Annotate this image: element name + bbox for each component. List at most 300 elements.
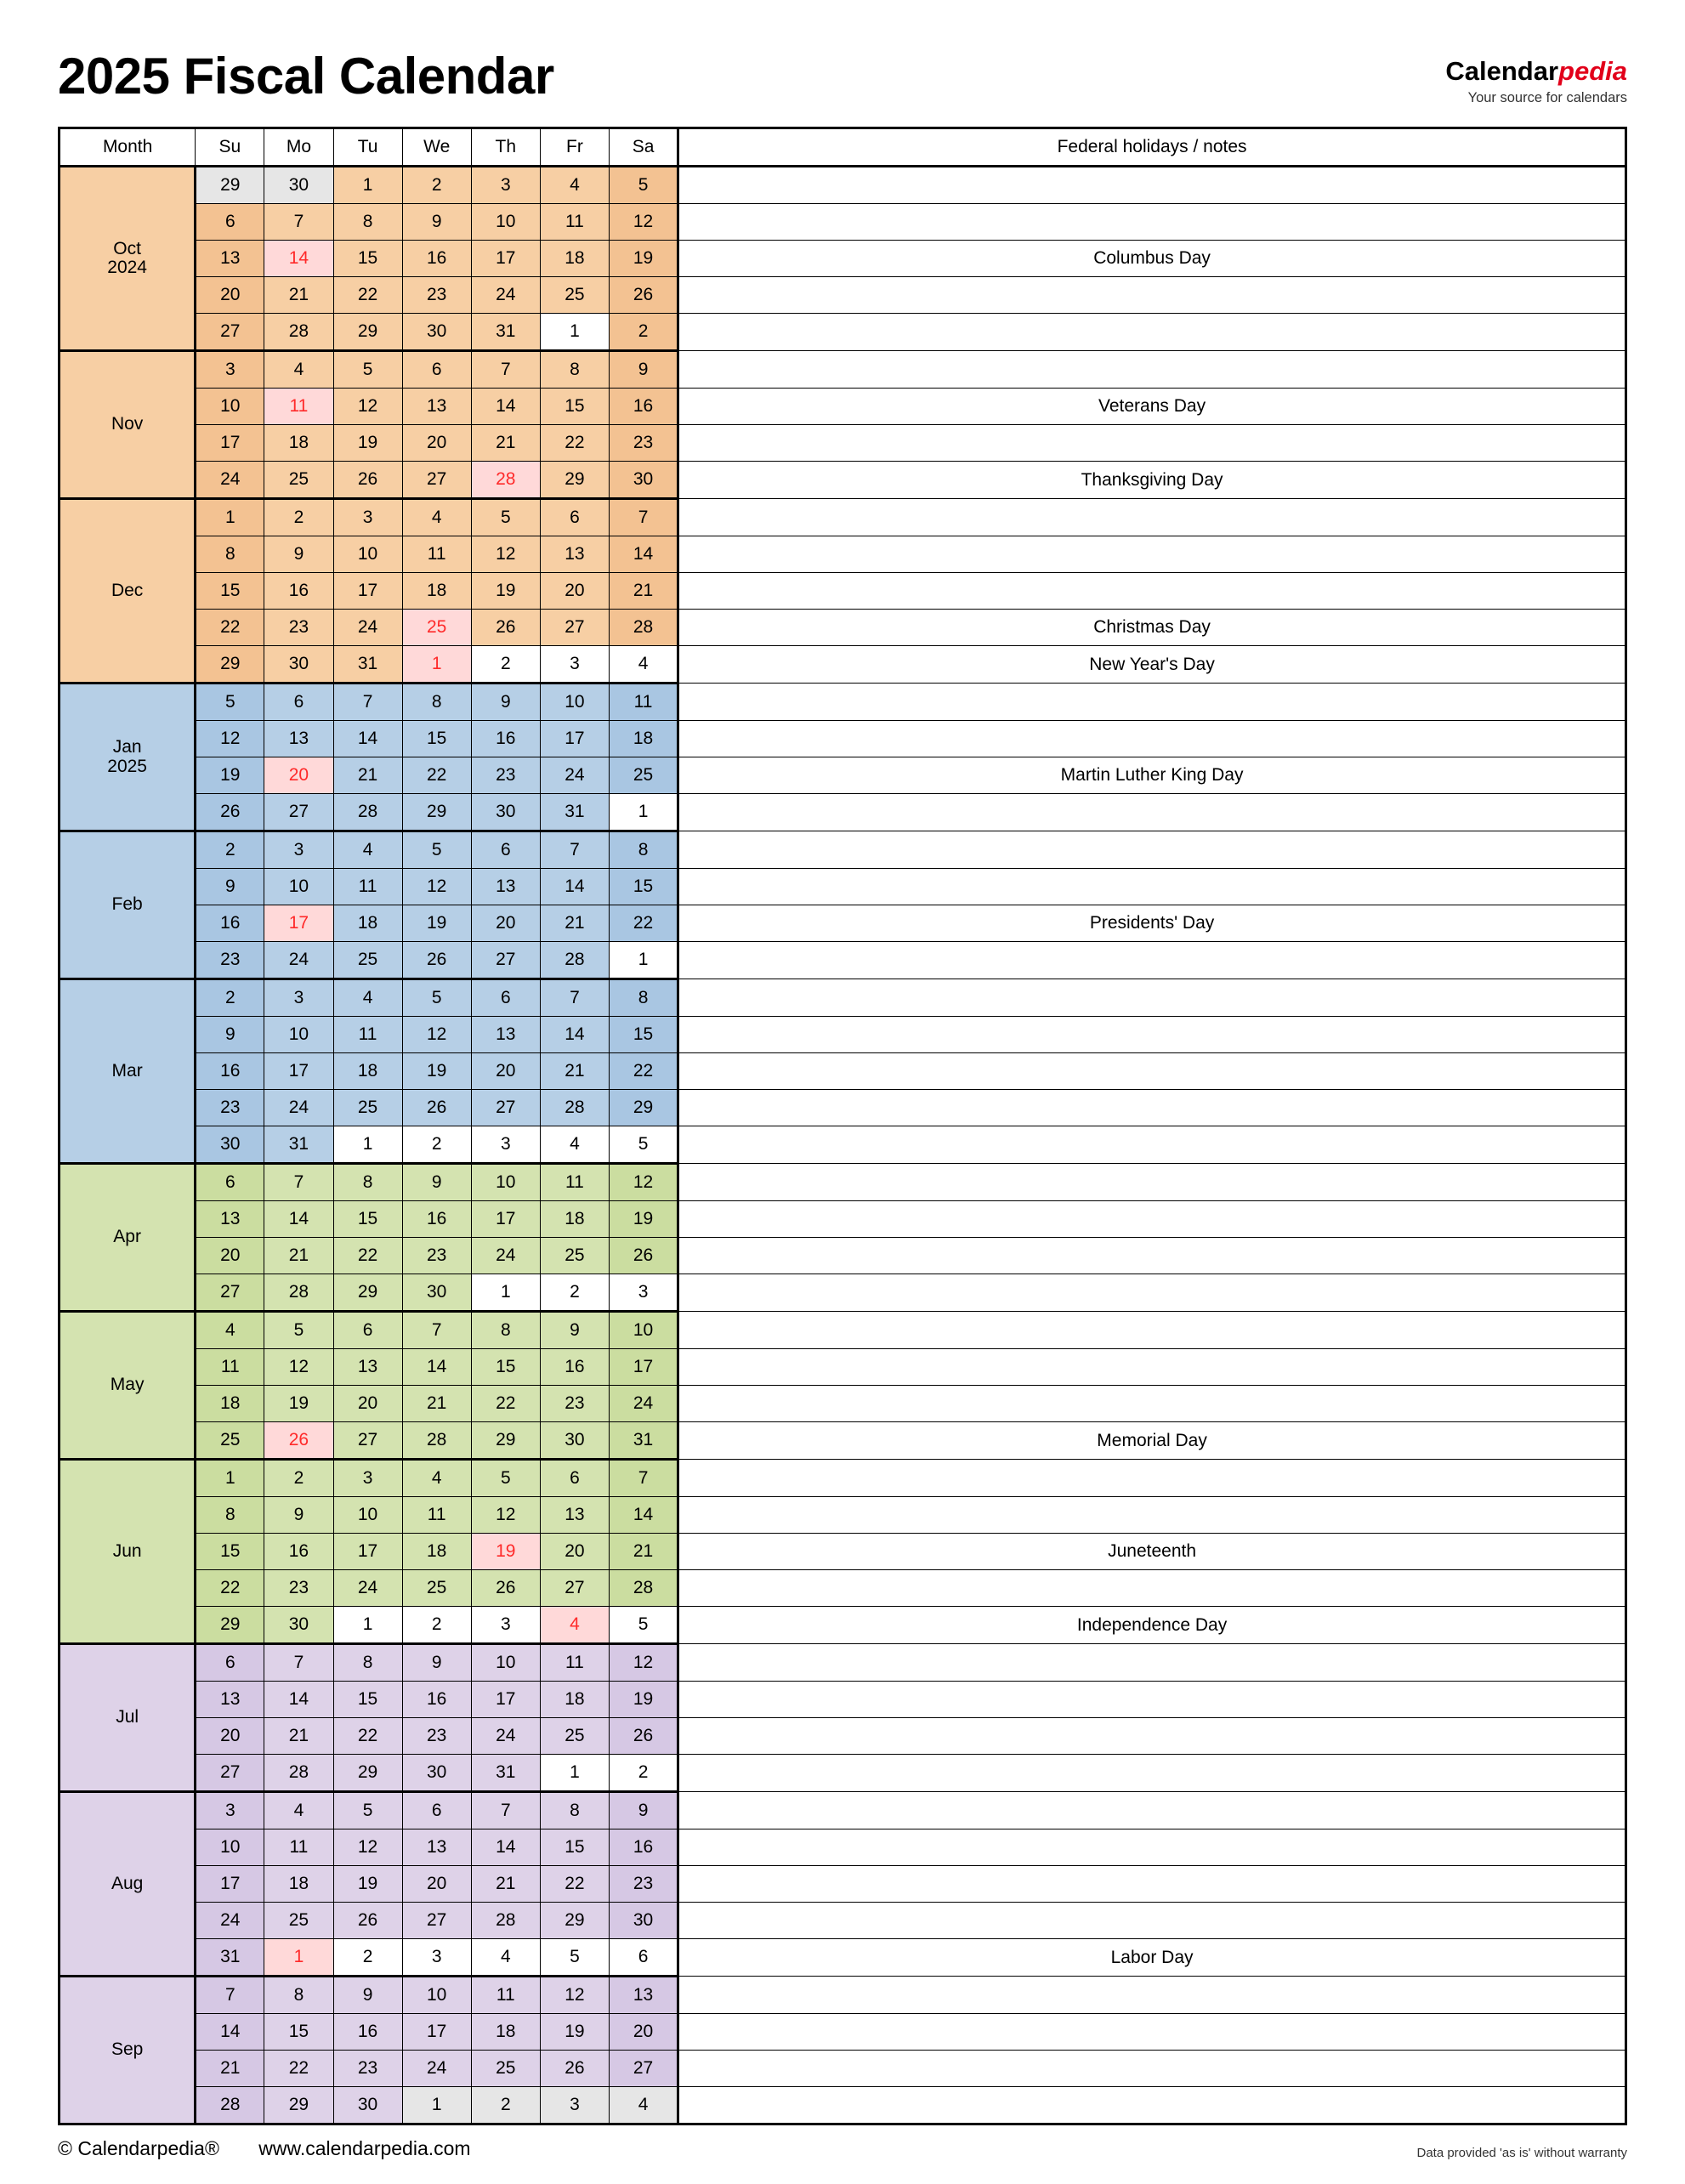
- day-cell: 14: [471, 389, 540, 425]
- day-cell: 23: [333, 2051, 402, 2087]
- day-cell: 11: [540, 1164, 609, 1201]
- day-cell: 15: [610, 1017, 678, 1053]
- day-cell: 18: [540, 1682, 609, 1718]
- day-cell: 23: [610, 425, 678, 462]
- day-cell: 20: [610, 2014, 678, 2051]
- day-cell: 15: [402, 721, 471, 757]
- holiday-note: [678, 1829, 1626, 1866]
- day-cell: 13: [196, 1682, 264, 1718]
- day-cell: 2: [471, 2087, 540, 2124]
- holiday-note: [678, 1497, 1626, 1534]
- day-cell: 18: [333, 1053, 402, 1090]
- calendar-body: [60, 167, 1626, 2124]
- day-cell: 14: [333, 721, 402, 757]
- day-cell: 21: [471, 1866, 540, 1903]
- day-cell: 4: [402, 499, 471, 536]
- table-row: [60, 869, 1626, 905]
- day-cell: 27: [471, 1090, 540, 1126]
- day-cell: 11: [402, 536, 471, 573]
- day-cell: 21: [264, 1718, 333, 1755]
- holiday-note: [678, 351, 1626, 389]
- holiday-note: [678, 167, 1626, 204]
- holiday-note: [678, 979, 1626, 1017]
- brand-accent: pedia: [1558, 56, 1627, 86]
- holiday-note: [678, 314, 1626, 351]
- day-cell: 24: [471, 277, 540, 314]
- day-cell: 21: [471, 425, 540, 462]
- day-cell: 12: [610, 1644, 678, 1682]
- day-cell: 11: [196, 1349, 264, 1386]
- day-cell: 24: [264, 1090, 333, 1126]
- day-cell: 6: [471, 979, 540, 1017]
- holiday-note: [678, 1570, 1626, 1607]
- day-cell: 30: [264, 1607, 333, 1644]
- day-cell: 20: [471, 1053, 540, 1090]
- day-cell: 16: [402, 241, 471, 277]
- day-cell: 25: [264, 462, 333, 499]
- day-cell: 12: [333, 389, 402, 425]
- day-cell: 18: [333, 905, 402, 942]
- day-cell: 11: [264, 389, 333, 425]
- day-cell: 24: [264, 942, 333, 979]
- day-cell: 27: [540, 1570, 609, 1607]
- day-cell: 23: [402, 277, 471, 314]
- day-cell: 21: [264, 1238, 333, 1274]
- day-cell: 22: [333, 277, 402, 314]
- day-cell: 13: [402, 1829, 471, 1866]
- holiday-note: [678, 831, 1626, 869]
- table-row: [60, 1017, 1626, 1053]
- footer-disclaimer: Data provided 'as is' without warranty: [1416, 2146, 1627, 2160]
- day-cell: 28: [540, 942, 609, 979]
- day-cell: 6: [540, 1460, 609, 1497]
- day-cell: 13: [333, 1349, 402, 1386]
- day-cell: 13: [196, 1201, 264, 1238]
- day-cell: 25: [471, 2051, 540, 2087]
- day-cell: 5: [196, 684, 264, 721]
- day-cell: 8: [471, 1312, 540, 1349]
- day-cell: 18: [540, 1201, 609, 1238]
- holiday-note: [678, 1090, 1626, 1126]
- holiday-note: [678, 684, 1626, 721]
- day-cell: 27: [402, 462, 471, 499]
- day-cell: 19: [610, 1682, 678, 1718]
- day-cell: 29: [333, 1274, 402, 1312]
- day-cell: 4: [402, 1460, 471, 1497]
- day-cell: 7: [264, 1164, 333, 1201]
- day-cell: 27: [471, 942, 540, 979]
- day-cell: 22: [264, 2051, 333, 2087]
- day-cell: 13: [264, 721, 333, 757]
- day-cell: 6: [402, 1792, 471, 1829]
- holiday-note: [678, 1792, 1626, 1829]
- day-cell: 23: [196, 942, 264, 979]
- day-cell: 27: [333, 1422, 402, 1460]
- day-cell: 12: [264, 1349, 333, 1386]
- holiday-note: [678, 942, 1626, 979]
- day-cell: 17: [610, 1349, 678, 1386]
- day-cell: 4: [610, 646, 678, 684]
- day-cell: 19: [333, 425, 402, 462]
- day-cell: 26: [264, 1422, 333, 1460]
- day-cell: 21: [540, 905, 609, 942]
- day-cell: 6: [196, 1164, 264, 1201]
- day-cell: 16: [196, 905, 264, 942]
- day-cell: 12: [333, 1829, 402, 1866]
- day-cell: 18: [402, 1534, 471, 1570]
- day-cell: 1: [610, 794, 678, 831]
- month-label-jan: [60, 684, 196, 831]
- day-cell: 2: [610, 1755, 678, 1792]
- day-cell: 23: [540, 1386, 609, 1422]
- day-cell: 15: [196, 1534, 264, 1570]
- month-name: Dec: [111, 580, 144, 600]
- table-row: [60, 1534, 1626, 1570]
- day-cell: 24: [402, 2051, 471, 2087]
- day-cell: 20: [333, 1386, 402, 1422]
- table-row: [60, 646, 1626, 684]
- day-cell: 17: [471, 1682, 540, 1718]
- month-label-jun: [60, 1460, 196, 1644]
- day-cell: 25: [402, 610, 471, 646]
- day-cell: 20: [540, 573, 609, 610]
- month-name: Jan: [112, 737, 142, 757]
- day-cell: 27: [402, 1903, 471, 1939]
- day-cell: 11: [264, 1829, 333, 1866]
- day-cell: 16: [333, 2014, 402, 2051]
- day-cell: 4: [333, 979, 402, 1017]
- month-name: Oct: [113, 238, 141, 258]
- day-cell: 25: [610, 757, 678, 794]
- table-row: [60, 1312, 1626, 1349]
- table-row: [60, 1718, 1626, 1755]
- day-cell: 13: [196, 241, 264, 277]
- day-cell: 9: [402, 1644, 471, 1682]
- day-cell: 22: [610, 905, 678, 942]
- day-cell: 1: [333, 1126, 402, 1164]
- day-cell: 17: [196, 1866, 264, 1903]
- day-cell: 10: [471, 1644, 540, 1682]
- holiday-note: [678, 1903, 1626, 1939]
- day-cell: 28: [402, 1422, 471, 1460]
- holiday-note: Columbus Day: [678, 241, 1626, 277]
- day-cell: 2: [333, 1939, 402, 1977]
- table-row: [60, 610, 1626, 646]
- holiday-note: [678, 1126, 1626, 1164]
- table-row: [60, 757, 1626, 794]
- day-cell: 3: [471, 1126, 540, 1164]
- day-cell: 13: [471, 1017, 540, 1053]
- day-cell: 8: [264, 1977, 333, 2014]
- copyright-text: © Calendarpedia®: [58, 2137, 219, 2159]
- day-cell: 6: [196, 1644, 264, 1682]
- day-cell: 26: [196, 794, 264, 831]
- day-cell: 1: [610, 942, 678, 979]
- day-cell: 30: [402, 314, 471, 351]
- day-cell: 10: [402, 1977, 471, 2014]
- table-row: [60, 831, 1626, 869]
- holiday-note: [678, 425, 1626, 462]
- day-cell: 9: [196, 1017, 264, 1053]
- day-cell: 22: [540, 1866, 609, 1903]
- holiday-note: [678, 1274, 1626, 1312]
- day-cell: 22: [471, 1386, 540, 1422]
- table-header-row: [60, 128, 1626, 167]
- holiday-note: Labor Day: [678, 1939, 1626, 1977]
- day-cell: 7: [402, 1312, 471, 1349]
- table-row: [60, 2014, 1626, 2051]
- holiday-note: [678, 1977, 1626, 2014]
- page-title: 2025 Fiscal Calendar: [58, 48, 554, 105]
- holiday-note: New Year's Day: [678, 646, 1626, 684]
- day-cell: 3: [471, 1607, 540, 1644]
- month-year: 2025: [107, 756, 147, 776]
- day-cell: 9: [471, 684, 540, 721]
- day-cell: 25: [333, 942, 402, 979]
- column-header-notes: Federal holidays / notes: [678, 128, 1626, 167]
- day-cell: 30: [471, 794, 540, 831]
- table-row: [60, 425, 1626, 462]
- day-cell: 10: [540, 684, 609, 721]
- day-cell: 12: [610, 204, 678, 241]
- day-cell: 13: [471, 869, 540, 905]
- day-cell: 11: [610, 684, 678, 721]
- day-cell: 14: [196, 2014, 264, 2051]
- day-cell: 14: [610, 1497, 678, 1534]
- day-cell: 15: [540, 1829, 609, 1866]
- table-row: [60, 1755, 1626, 1792]
- month-label-feb: [60, 831, 196, 979]
- day-cell: 5: [402, 979, 471, 1017]
- day-cell: 31: [264, 1126, 333, 1164]
- table-row: [60, 351, 1626, 389]
- day-cell: 27: [196, 1274, 264, 1312]
- column-header-day-sa: Sa: [610, 128, 678, 167]
- day-cell: 12: [540, 1977, 609, 2014]
- holiday-note: [678, 2014, 1626, 2051]
- day-cell: 2: [196, 831, 264, 869]
- month-label-mar: [60, 979, 196, 1164]
- day-cell: 18: [264, 1866, 333, 1903]
- day-cell: 30: [402, 1274, 471, 1312]
- month-label-jul: [60, 1644, 196, 1792]
- month-label-apr: [60, 1164, 196, 1312]
- holiday-note: Christmas Day: [678, 610, 1626, 646]
- day-cell: 8: [402, 684, 471, 721]
- day-cell: 19: [471, 573, 540, 610]
- day-cell: 24: [610, 1386, 678, 1422]
- day-cell: 28: [540, 1090, 609, 1126]
- day-cell: 8: [333, 1164, 402, 1201]
- footer-url[interactable]: www.calendarpedia.com: [258, 2137, 471, 2159]
- month-label-nov: [60, 351, 196, 499]
- day-cell: 23: [264, 610, 333, 646]
- day-cell: 9: [610, 351, 678, 389]
- table-row: [60, 1422, 1626, 1460]
- month-label-aug: [60, 1792, 196, 1977]
- day-cell: 29: [333, 314, 402, 351]
- day-cell: 11: [540, 1644, 609, 1682]
- month-label-sep: [60, 1977, 196, 2124]
- day-cell: 29: [540, 1903, 609, 1939]
- column-header-day-th: Th: [471, 128, 540, 167]
- day-cell: 13: [540, 1497, 609, 1534]
- day-cell: 29: [402, 794, 471, 831]
- day-cell: 12: [402, 1017, 471, 1053]
- day-cell: 22: [333, 1718, 402, 1755]
- brand-tagline: Your source for calendars: [1467, 90, 1627, 105]
- table-row: [60, 1977, 1626, 2014]
- day-cell: 5: [264, 1312, 333, 1349]
- day-cell: 8: [333, 204, 402, 241]
- day-cell: 20: [264, 757, 333, 794]
- day-cell: 15: [471, 1349, 540, 1386]
- day-cell: 31: [333, 646, 402, 684]
- day-cell: 23: [402, 1718, 471, 1755]
- day-cell: 15: [196, 573, 264, 610]
- day-cell: 30: [540, 1422, 609, 1460]
- day-cell: 8: [540, 351, 609, 389]
- day-cell: 5: [471, 499, 540, 536]
- day-cell: 23: [610, 1866, 678, 1903]
- table-row: [60, 241, 1626, 277]
- footer-copyright-block: [58, 2137, 471, 2160]
- holiday-note: [678, 1460, 1626, 1497]
- day-cell: 20: [540, 1534, 609, 1570]
- day-cell: 9: [196, 869, 264, 905]
- day-cell: 31: [471, 1755, 540, 1792]
- day-cell: 23: [264, 1570, 333, 1607]
- day-cell: 27: [610, 2051, 678, 2087]
- day-cell: 6: [196, 204, 264, 241]
- day-cell: 4: [540, 1607, 609, 1644]
- day-cell: 18: [196, 1386, 264, 1422]
- day-cell: 7: [264, 204, 333, 241]
- holiday-note: [678, 2087, 1626, 2124]
- table-row: [60, 1903, 1626, 1939]
- holiday-note: [678, 721, 1626, 757]
- table-row: [60, 1607, 1626, 1644]
- day-cell: 22: [610, 1053, 678, 1090]
- day-cell: 24: [333, 1570, 402, 1607]
- day-cell: 17: [540, 721, 609, 757]
- day-cell: 9: [610, 1792, 678, 1829]
- day-cell: 29: [610, 1090, 678, 1126]
- day-cell: 30: [264, 167, 333, 204]
- day-cell: 17: [196, 425, 264, 462]
- holiday-note: Veterans Day: [678, 389, 1626, 425]
- day-cell: 26: [610, 1238, 678, 1274]
- day-cell: 3: [540, 2087, 609, 2124]
- day-cell: 29: [196, 646, 264, 684]
- day-cell: 19: [333, 1866, 402, 1903]
- day-cell: 28: [196, 2087, 264, 2124]
- day-cell: 15: [333, 1682, 402, 1718]
- holiday-note: [678, 1755, 1626, 1792]
- day-cell: 8: [196, 1497, 264, 1534]
- day-cell: 18: [264, 425, 333, 462]
- day-cell: 21: [540, 1053, 609, 1090]
- day-cell: 13: [610, 1977, 678, 2014]
- day-cell: 26: [333, 1903, 402, 1939]
- day-cell: 2: [610, 314, 678, 351]
- day-cell: 14: [610, 536, 678, 573]
- day-cell: 3: [471, 167, 540, 204]
- day-cell: 24: [540, 757, 609, 794]
- day-cell: 29: [196, 1607, 264, 1644]
- day-cell: 8: [333, 1644, 402, 1682]
- day-cell: 25: [333, 1090, 402, 1126]
- day-cell: 5: [333, 351, 402, 389]
- day-cell: 24: [471, 1238, 540, 1274]
- day-cell: 26: [540, 2051, 609, 2087]
- day-cell: 1: [402, 2087, 471, 2124]
- day-cell: 3: [402, 1939, 471, 1977]
- day-cell: 28: [610, 1570, 678, 1607]
- day-cell: 22: [196, 1570, 264, 1607]
- day-cell: 30: [196, 1126, 264, 1164]
- page-footer: [58, 2137, 1627, 2184]
- day-cell: 16: [540, 1349, 609, 1386]
- day-cell: 7: [264, 1644, 333, 1682]
- day-cell: 12: [196, 721, 264, 757]
- day-cell: 2: [402, 167, 471, 204]
- day-cell: 21: [610, 573, 678, 610]
- day-cell: 18: [402, 573, 471, 610]
- day-cell: 9: [540, 1312, 609, 1349]
- table-row: [60, 979, 1626, 1017]
- table-row: [60, 942, 1626, 979]
- day-cell: 28: [264, 314, 333, 351]
- day-cell: 8: [610, 831, 678, 869]
- table-row: [60, 1386, 1626, 1422]
- holiday-note: [678, 794, 1626, 831]
- column-header-day-tu: Tu: [333, 128, 402, 167]
- day-cell: 10: [196, 389, 264, 425]
- table-row: [60, 536, 1626, 573]
- holiday-note: Presidents' Day: [678, 905, 1626, 942]
- day-cell: 8: [196, 536, 264, 573]
- month-name: Sep: [111, 2039, 144, 2060]
- holiday-note: [678, 536, 1626, 573]
- day-cell: 12: [471, 536, 540, 573]
- day-cell: 2: [402, 1607, 471, 1644]
- day-cell: 21: [402, 1386, 471, 1422]
- day-cell: 3: [264, 831, 333, 869]
- table-row: [60, 684, 1626, 721]
- day-cell: 17: [471, 1201, 540, 1238]
- month-name: Aug: [111, 1873, 144, 1893]
- day-cell: 16: [610, 389, 678, 425]
- day-cell: 6: [610, 1939, 678, 1977]
- month-label-dec: [60, 499, 196, 684]
- day-cell: 4: [610, 2087, 678, 2124]
- day-cell: 3: [196, 351, 264, 389]
- day-cell: 1: [540, 1755, 609, 1792]
- day-cell: 22: [333, 1238, 402, 1274]
- day-cell: 14: [264, 1201, 333, 1238]
- day-cell: 21: [333, 757, 402, 794]
- day-cell: 4: [333, 831, 402, 869]
- day-cell: 10: [264, 1017, 333, 1053]
- day-cell: 16: [264, 573, 333, 610]
- holiday-note: [678, 277, 1626, 314]
- day-cell: 17: [264, 905, 333, 942]
- month-name: Apr: [113, 1227, 141, 1247]
- table-row: [60, 1829, 1626, 1866]
- day-cell: 5: [471, 1460, 540, 1497]
- day-cell: 29: [540, 462, 609, 499]
